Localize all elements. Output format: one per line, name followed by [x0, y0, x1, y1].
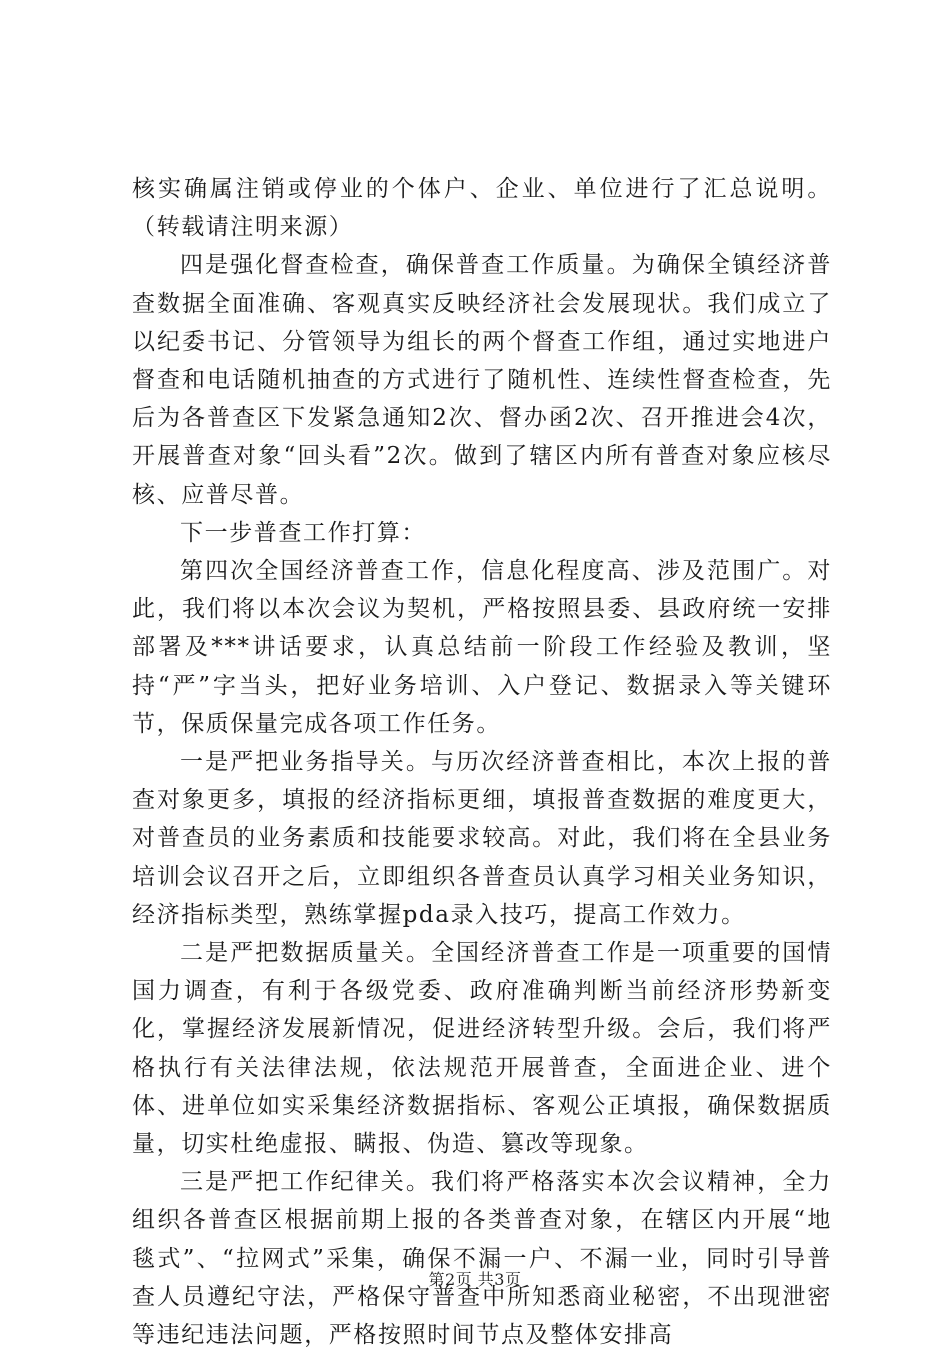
document-body: [132, 170, 832, 1354]
paragraph-continuation: 核实确属注销或停业的个体户、企业、单位进行了汇总说明。（转载请注明来源）: [132, 176, 832, 241]
paragraph-fourth-census: 第四次全国经济普查工作，信息化程度高、涉及范围广。对此，我们将以本次会议为契机，严格按照县委、县政府统一安排部署及***讲话要求，认真总结前一阶段工作经验及教训，坚持“严”字当头，把好业务培训、入户登记、数据录入等关键环节，保质保量完成各项工作任务。: [132, 558, 832, 737]
paragraph-business-guidance: 一是严把业务指导关。与历次经济普查相比，本次上报的普查对象更多，填报的经济指标更细，填报普查数据的难度更大，对普查员的业务素质和技能要求较高。对此，我们将在全县业务培训会议召开之后，立即组织各普查员认真学习相关业务知识，经济指标类型，熟练掌握pda录入技巧，提高工作效力。: [132, 749, 832, 928]
paragraph-data-quality: 二是严把数据质量关。全国经济普查工作是一项重要的国情国力调查，有利于各级党委、政府准确判断当前经济形势新变化，掌握经济发展新情况，促进经济转型升级。会后，我们将严格执行有关法律法规，依法规范开展普查，全面进企业、进个体、进单位如实采集经济数据指标、客观公正填报，确保数据质量，切实杜绝虚报、瞒报、伪造、篡改等现象。: [132, 940, 832, 1158]
paragraph-supervision: 四是强化督查检查，确保普查工作质量。为确保全镇经济普查数据全面准确、客观真实反映经济社会发展现状。我们成立了以纪委书记、分管领导为组长的两个督查工作组，通过实地进户督查和电话随机抽查的方式进行了随机性、连续性督查检查，先后为各普查区下发紧急通知2次、督办函2次、召开推进会4次，开展普查对象“回头看”2次。做到了辖区内所有普查对象应核尽核、应普尽普。: [132, 252, 832, 508]
paragraph-next-steps-heading: 下一步普查工作打算：: [180, 519, 426, 546]
paragraph-work-discipline: 三是严把工作纪律关。我们将严格落实本次会议精神，全力组织各普查区根据前期上报的各类普查对象，在辖区内开展“地毯式”、“拉网式”采集，确保不漏一户、不漏一业，同时引导普查人员遵纪守法，严格保守普查中所知悉商业秘密，不出现泄密等违纪违法问题，严格按照时间节点及整体安排高: [132, 1169, 832, 1349]
page-footer: 第2页 共3页: [428, 1270, 522, 1289]
